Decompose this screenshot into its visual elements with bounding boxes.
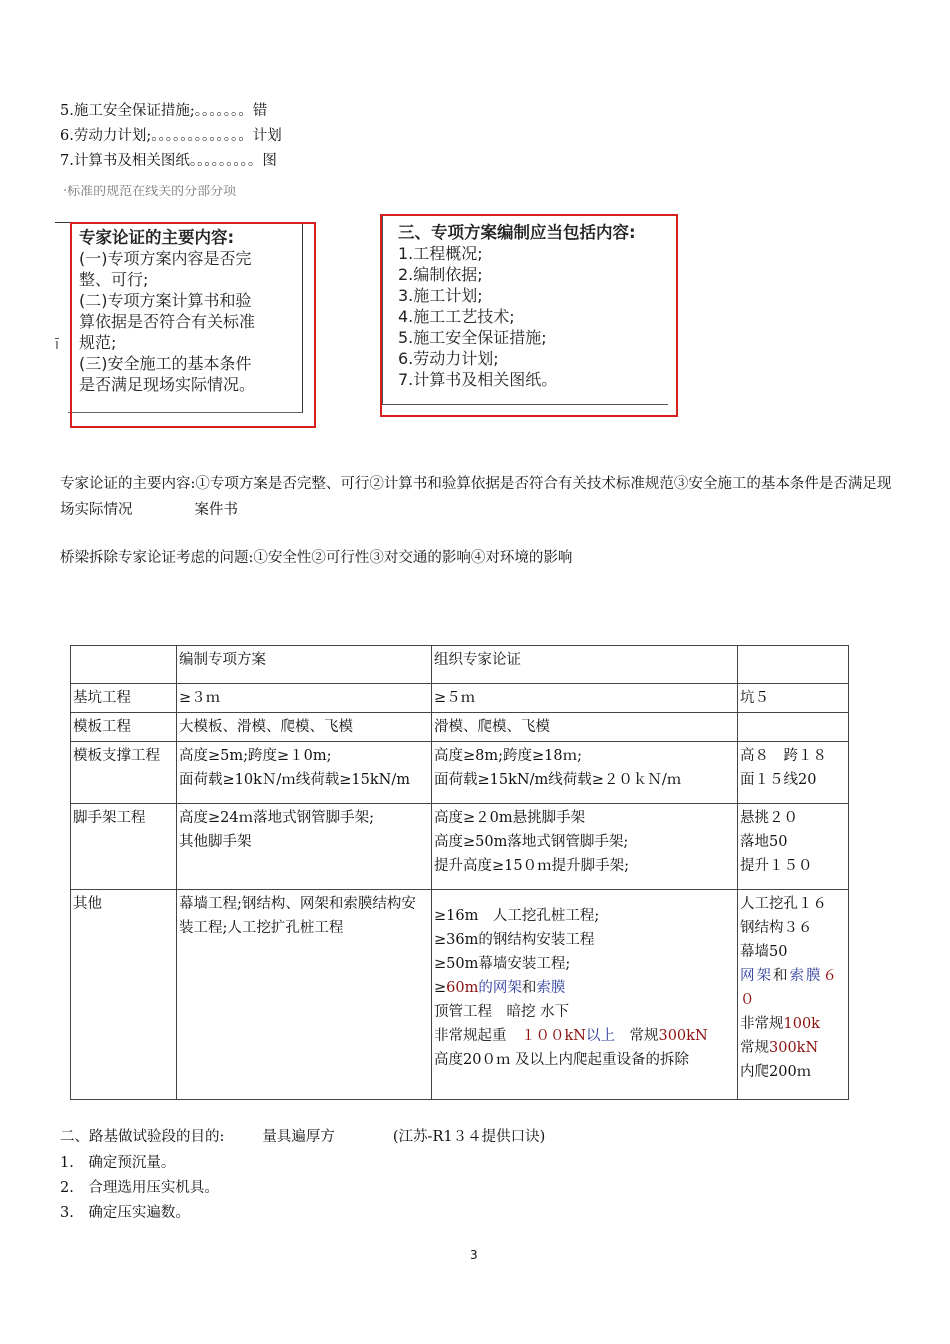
row-name: 基坑工程	[71, 684, 177, 713]
box-line: (三)安全施工的基本条件	[79, 354, 252, 373]
table-row	[71, 684, 849, 713]
section2-title: 二、路基做试验段的目的:	[60, 1129, 225, 1145]
table-cell: ≥16m 人工挖孔桩工程; ≥36m的钢结构安装工程 ≥50m幕墙安装工程; ≥60m的网架和索膜 顶管工程 暗挖 水下 非常规起重 １００kN以上 常规300kN 高度20０ｍ 及以上内爬起重设备的拆除	[432, 890, 738, 1100]
table-cell: 高８ 跨１８ 面１５线20	[738, 742, 849, 804]
table-cell	[738, 713, 849, 742]
table-cell: 高度≥24ｍ落地式钢管脚手架; 其他脚手架	[177, 804, 432, 890]
colored-line: 非常规100k	[740, 1016, 820, 1032]
paragraph-text: 专家论证的主要内容:①专项方案是否完整、可行②计算书和验算依据是否符合有关技术标准规范③安全施工的基本条件是否满足现场实际情况	[60, 476, 892, 518]
table-cell: ≥３ｍ	[177, 684, 432, 713]
box-line: 1.工程概况;	[398, 244, 483, 263]
cut-off-char: ī	[55, 337, 59, 353]
box-line: (一)专项方案内容是否完	[79, 249, 252, 268]
expert-review-image	[55, 185, 320, 430]
table-header-cell: 编制专项方案	[177, 646, 432, 684]
page-number: 3	[470, 1248, 478, 1262]
table-cell: ≥５ｍ	[432, 684, 738, 713]
box-line: 7.计算书及相关图纸。	[398, 370, 558, 389]
section2-title-line	[60, 1127, 545, 1147]
table-cell: 高度≥8m;跨度≥18ｍ; 面荷载≥15kN/m线荷载≥２０ｋＮ/ｍ	[432, 742, 738, 804]
threshold-table	[70, 645, 849, 1100]
section2-item: 1. 确定预沉量。	[60, 1155, 176, 1171]
table-cell: 高度≥２0m悬挑脚手架 高度≥50m落地式钢管脚手架; 提升高度≥15０ｍ提升脚手架;	[432, 804, 738, 890]
box-line: 规范;	[79, 333, 117, 352]
table-row	[71, 804, 849, 890]
box-heading: 三、专项方案编制应当包括内容:	[398, 223, 636, 242]
box-line: 6.劳动力计划;	[398, 349, 499, 368]
table-cell: 幕墙工程;钢结构、网架和索膜结构安装工程;人工挖扩孔桩工程	[177, 890, 432, 1100]
box-heading: 专家论证的主要内容:	[79, 228, 235, 247]
table-cell: 高度≥5m;跨度≥１0m; 面荷载≥10kＮ/ｍ线荷载≥15kN/m	[177, 742, 432, 804]
table-cell: 滑模、爬模、飞模	[432, 713, 738, 742]
section2-mnemonic: 量具遍厚方	[262, 1129, 335, 1145]
box-line: 4.施工工艺技术;	[398, 307, 515, 326]
box-line: (二)专项方案计算书和验	[79, 291, 252, 310]
box-line: 是否满足现场实际情况。	[79, 375, 256, 394]
colored-line: 非常规起重 １００kN以上 常规300kN	[434, 1028, 708, 1044]
box-line: 5.施工安全保证措施;	[398, 328, 547, 347]
section2-item: 2. 合理选用压实机具。	[60, 1180, 219, 1196]
table-header-cell	[71, 646, 177, 684]
plan-contents-image	[378, 212, 678, 417]
colored-line: 网架和索膜６０	[740, 968, 839, 1008]
section2-note: (江苏-R1３４提供口诀)	[392, 1129, 546, 1145]
colored-line: ≥60m的网架和索膜	[434, 980, 566, 996]
expert-review-paragraph	[60, 471, 900, 523]
list-line-6: 6.劳动力计划;。。。。。。。。。。。。。计划	[60, 128, 282, 144]
list-line-5: 5.施工安全保证措施;。。。。。。。错	[60, 103, 268, 119]
cut-off-text: ·标准的规范在线关的分部分项	[63, 185, 237, 197]
table-header-cell	[738, 646, 849, 684]
bridge-demolition-paragraph: 桥梁拆除专家论证考虑的问题:①安全性②可行性③对交通的影响④对环境的影响	[60, 550, 573, 566]
table-row	[71, 890, 849, 1100]
box-line: 3.施工计划;	[398, 286, 483, 305]
table-header-row	[71, 646, 849, 684]
table-cell: 大模板、滑模、爬模、飞模	[177, 713, 432, 742]
paragraph-tail: 案件书	[194, 502, 238, 518]
row-name: 其他	[71, 890, 177, 1100]
section2-item: 3. 确定压实遍数。	[60, 1205, 190, 1221]
row-name: 模板支撑工程	[71, 742, 177, 804]
row-name: 模板工程	[71, 713, 177, 742]
colored-line: 常规300kN	[740, 1040, 819, 1056]
table-cell: 坑５	[738, 684, 849, 713]
box-line: 算依据是否符合有关标准	[79, 312, 256, 331]
list-line-7: 7.计算书及相关图纸。。。。。。。。。图	[60, 153, 277, 169]
box-line: 2.编制依据;	[398, 265, 483, 284]
box-line: 整、可行;	[79, 270, 149, 289]
table-row	[71, 713, 849, 742]
table-row	[71, 742, 849, 804]
table-cell: 悬挑２０ 落地50 提升１５０	[738, 804, 849, 890]
row-name: 脚手架工程	[71, 804, 177, 890]
table-header-cell: 组织专家论证	[432, 646, 738, 684]
table-cell: 人工挖孔１６ 钢结构３６ 幕墙50 网架和索膜６０ 非常规100k 常规300kN 内爬200ｍ	[738, 890, 849, 1100]
